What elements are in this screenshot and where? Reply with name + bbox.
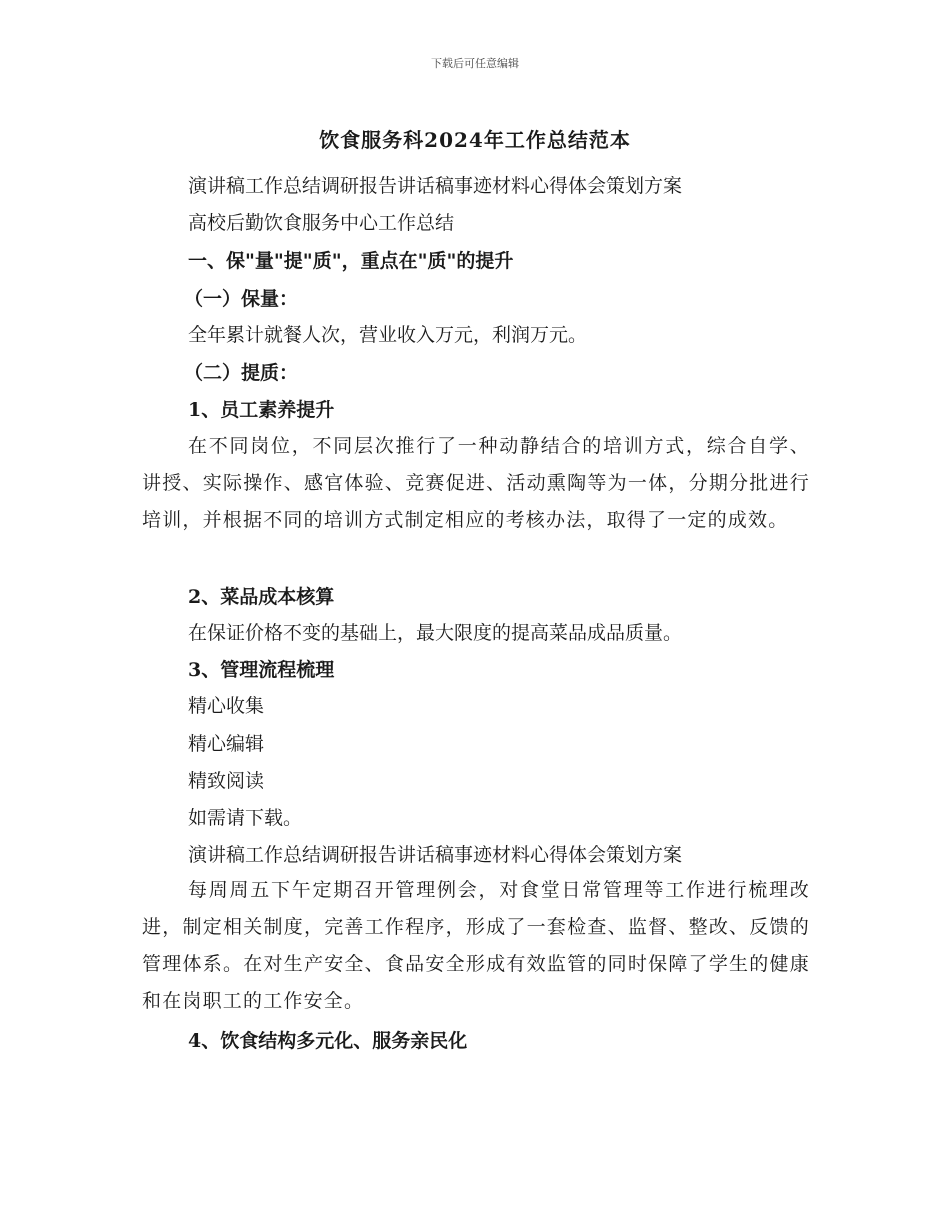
- text-line: 在保证价格不变的基础上，最大限度的提高菜品成品质量。: [188, 622, 683, 644]
- item-heading: 1、员工素养提升: [188, 399, 335, 421]
- section-heading: 一、保"量"提"质"，重点在"质"的提升: [188, 250, 514, 272]
- text-line: 高校后勤饮食服务中心工作总结: [188, 212, 455, 234]
- document-title: 饮食服务科2024年工作总结范本: [319, 128, 631, 152]
- paragraph: 在不同岗位，不同层次推行了一种动静结合的培训方式，综合自学、讲授、实际操作、感官体验、竞赛促进、活动熏陶等为一体，分期分批进行培训，并根据不同的培训方式制定相应的考核办法，取得了一定的成效。: [142, 435, 810, 531]
- text-line: 精心收集: [188, 695, 265, 717]
- paragraph: 每周周五下午定期召开管理例会，对食堂日常管理等工作进行梳理改进，制定相关制度，完善工作程序，形成了一套检查、监督、整改、反馈的管理体系。在对生产安全、食品安全形成有效监管的同时保障了学生的健康和在岗职工的工作安全。: [142, 879, 810, 1012]
- item-heading: 2、菜品成本核算: [188, 586, 335, 608]
- subsection-heading: （二）提质：: [184, 362, 299, 384]
- subsection-heading: （一）保量：: [184, 288, 299, 310]
- text-line: 演讲稿工作总结调研报告讲话稿事迹材料心得体会策划方案: [188, 844, 683, 866]
- item-heading: 3、管理流程梳理: [188, 659, 335, 681]
- text-line: 精心编辑: [188, 733, 265, 755]
- text-line: 演讲稿工作总结调研报告讲话稿事迹材料心得体会策划方案: [188, 175, 683, 197]
- item-heading: 4、饮食结构多元化、服务亲民化: [188, 1030, 468, 1052]
- page-header-note: 下载后可任意编辑: [431, 57, 519, 70]
- text-line: 如需请下载。: [188, 807, 303, 829]
- text-line: 精致阅读: [188, 770, 265, 792]
- text-line: 全年累计就餐人次，营业收入万元，利润万元。: [188, 324, 588, 346]
